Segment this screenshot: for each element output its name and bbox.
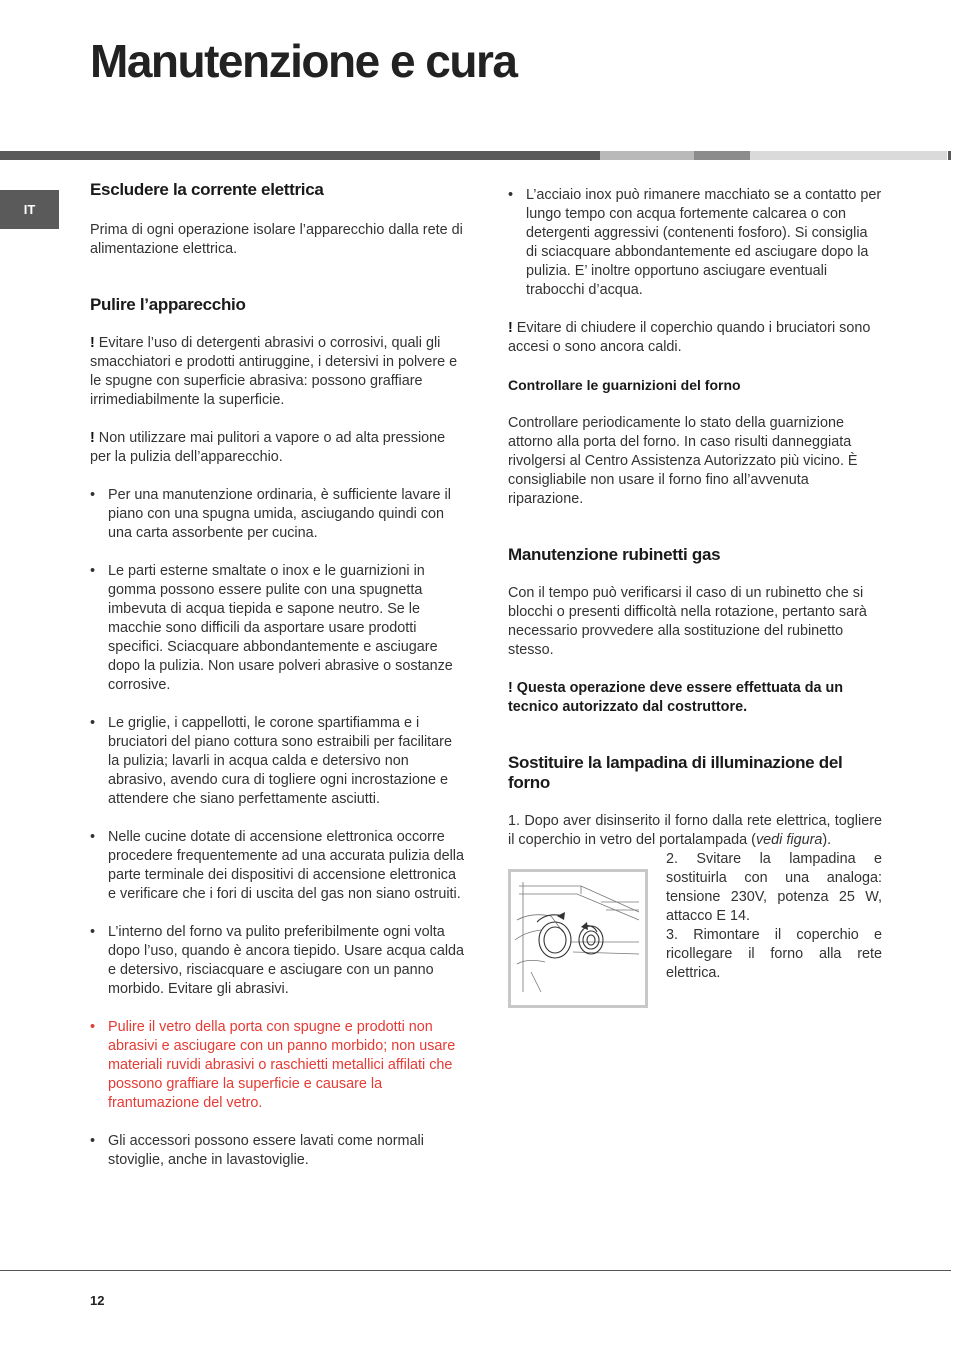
header-bar-end [948, 151, 951, 160]
warning-steam: ! Non utilizzare mai pulitori a vapore o ad alta pressione per la pulizia dell’apparecchio. [90, 430, 446, 465]
list-item: • Le griglie, i cappellotti, le corone spartifiamma e i bruciatori del piano cottura sono estraibili per facilitare la pulizia; lavarli in acqua calda e detersivo non abrasivo, avendo cura di togliere ogni incrostazione e attendere che siano perfettamente asciutti. [90, 715, 452, 807]
section-heading-power: Escludere la corrente elettrica [90, 180, 324, 199]
page-title: Manutenzione e cura [90, 35, 517, 87]
header-bar-mid [694, 151, 750, 160]
power-text: Prima di ogni operazione isolare l’apparecchio dalla rete di alimentazione elettrica. [90, 222, 463, 257]
lamp-step-2: 2. Svitare la lampadina e sostituirla con una analoga: tensione 230V, potenza 25 W, attacco E 14. [666, 851, 882, 924]
gas-taps-warning: ! Questa operazione deve essere effettuata da un tecnico autorizzato dal costruttore. [508, 680, 844, 715]
right-column [508, 186, 882, 1012]
lamp-step-3: 3. Rimontare il coperchio e ricollegare il forno alla rete elettrica. [666, 927, 882, 981]
warning-icon: ! [508, 680, 513, 696]
lamp-step-1: 1. Dopo aver disinserito il forno dalla rete elettrica, togliere il coperchio in vetro del portalampada (vedi figura). [508, 813, 882, 848]
list-item: • L’acciaio inox può rimanere macchiato se a contatto per lungo tempo con acqua fortemente calcarea o con detergenti aggressivi (contenenti fosforo). Si consiglia di sciacquare abbondantemente ed asciugare dopo la pulizia. E’ inoltre opportuno asciugare eventuali trabocchi d’acqua. [508, 187, 882, 298]
lamp-figure [508, 869, 648, 1008]
header-bar-pale [750, 151, 947, 160]
header-bar-dark [0, 151, 600, 160]
list-item: • Le parti esterne smaltate o inox e le guarnizioni in gomma possono essere pulite con una spugnetta imbevuta di acqua tiepida e sapone neutro. Se le macchie sono difficili da asportare usare prodotti specifici. Sciacquare abbondantemente e asciugare dopo la pulizia. Non usare polveri abrasive o sostanze corrosive. [90, 563, 453, 693]
warning-icon: ! [90, 335, 95, 351]
section-heading-lamp: Sostituire la lampadina di illuminazione del forno [508, 753, 843, 792]
footer-rule [0, 1270, 951, 1271]
gaskets-text: Controllare periodicamente lo stato della guarnizione attorno alla porta del forno. In caso risulti danneggiata rivolgersi al Centro Assistenza Autorizzato più vicino. È consigliabile non usare il forno fino all’avvenuta riparazione. [508, 415, 858, 507]
left-column [90, 180, 466, 1170]
warning-icon: ! [90, 430, 95, 446]
oven-lamp-illustration [511, 872, 645, 1005]
warning-icon: ! [508, 320, 513, 336]
cleaning-list [90, 486, 466, 1170]
section-heading-gas-taps: Manutenzione rubinetti gas [508, 545, 721, 564]
list-item: • Nelle cucine dotate di accensione elettronica occorre procedere frequentemente ad una accurata pulizia della parte terminale dei dispositivi di accensione elettronica e verificare che i fori di uscita del gas non siano ostruiti. [90, 829, 465, 902]
list-item: • Per una manutenzione ordinaria, è sufficiente lavare il piano con una spugna umida, asciugando quindi con una carta assorbente per cucina. [90, 487, 451, 541]
gas-taps-text: Con il tempo può verificarsi il caso di un rubinetto che si blocchi o presenti difficoltà nella rotazione, pertanto sarà necessario provvedere alla sostituzione del rubinetto stesso. [508, 585, 867, 658]
header-bar-light [600, 151, 694, 160]
warning-abrasives: ! Evitare l’uso di detergenti abrasivi o corrosivi, quali gli smacchiatori e prodotti antiruggine, i detersivi in polvere e le spugne con superficie abrasiva: possono graffiare irrimediabilmente la superficie. [90, 335, 458, 408]
warning-lid: ! Evitare di chiudere il coperchio quando i bruciatori sono accesi o sono ancora caldi. [508, 320, 871, 355]
list-item: • L’interno del forno va pulito preferibilmente ogni volta dopo l’uso, quando è ancora tiepido. Usare acqua calda e detersivo, risciacquare e asciugare con un panno morbido. Evitare gli abrasivi. [90, 924, 465, 997]
section-heading-gaskets: Controllare le guarnizioni del forno [508, 377, 741, 393]
list-item-highlighted: • Pulire il vetro della porta con spugne e prodotti non abrasivi e asciugare con un panno morbido; non usare materiali ruvidi abrasivi o raschietti metallici affilati che possono graffiare la superficie e causare la frantumazione del vetro. [90, 1019, 456, 1111]
section-heading-cleaning: Pulire l’apparecchio [90, 295, 246, 314]
language-tab: IT [0, 190, 59, 229]
page-number: 12 [90, 1293, 105, 1308]
list-item: • Gli accessori possono essere lavati come normali stoviglie, anche in lavastoviglie. [90, 1133, 424, 1168]
